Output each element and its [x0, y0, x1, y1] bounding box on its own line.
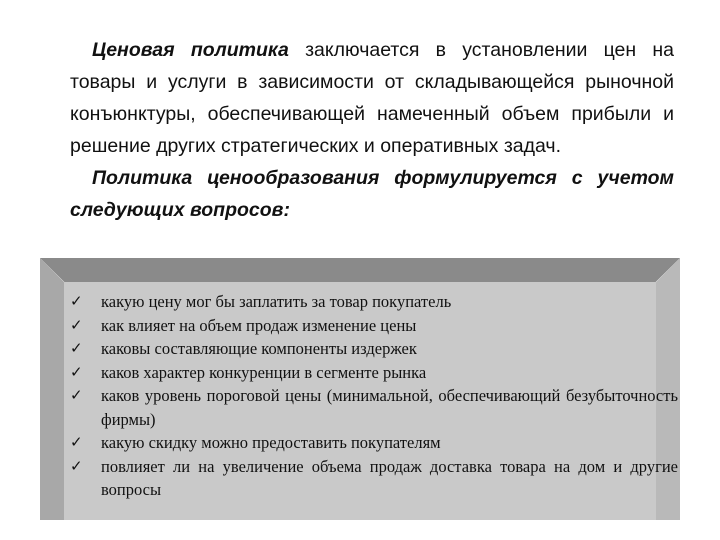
- question-text: как влияет на объем продаж изменение цены: [101, 315, 417, 335]
- list-item: [70, 361, 678, 385]
- pricing-policy-description: заключается в установлении цен на товары и услуги в зависимости от складывающейся рыночной конъюнктуры, обеспечивающей намеченный объем прибыли и решение других стратегических и оперативных задач.: [70, 39, 674, 157]
- question-text: каковы составляющие компоненты издержек: [101, 339, 417, 358]
- intro-text: [70, 34, 674, 226]
- pricing-policy-term: Ценовая политика: [92, 39, 289, 61]
- check-icon: ✓: [70, 362, 83, 381]
- questions-lead-in: Политика ценообразования формулируется с учетом следующих вопросов:: [70, 167, 674, 221]
- panel-bevel-left: [40, 258, 64, 520]
- list-item: [70, 314, 678, 338]
- question-text: каков характер конкуренции в сегменте рынка: [101, 362, 427, 382]
- list-item: [70, 384, 678, 431]
- list-item: [70, 455, 678, 502]
- question-text: какую цену мог бы заплатить за товар покупатель: [101, 292, 452, 311]
- list-item: [70, 337, 678, 361]
- panel-bevel-top: [40, 258, 680, 282]
- list-item: [70, 431, 678, 455]
- questions-panel: [40, 258, 680, 520]
- question-text: повлияет ли на увеличение объема продаж доставка товара на дом и другие вопросы: [101, 456, 678, 499]
- check-icon: ✓: [70, 456, 83, 475]
- question-text: каков уровень пороговой цены (минимальной, обеспечивающий безубыточность фирмы): [101, 386, 678, 429]
- check-icon: ✓: [70, 292, 83, 310]
- question-text: какую скидку можно предоставить покупателям: [101, 433, 441, 452]
- pricing-policy-definition: [70, 34, 674, 162]
- questions-list: [70, 290, 678, 502]
- check-icon: ✓: [70, 433, 83, 451]
- list-item: [70, 290, 678, 314]
- check-icon: ✓: [70, 339, 83, 357]
- check-icon: ✓: [70, 386, 83, 404]
- check-icon: ✓: [70, 315, 83, 334]
